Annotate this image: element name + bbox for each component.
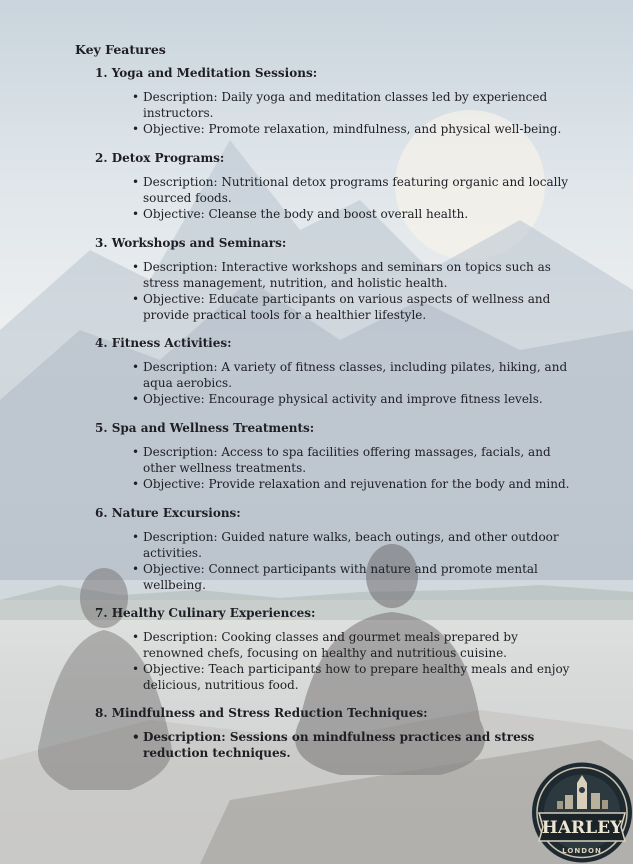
feature-2-heading: 2. Detox Programs: <box>95 151 225 165</box>
logo-name: HARLEY <box>541 818 623 838</box>
feature-3-list <box>95 259 575 323</box>
feature-section-7 <box>95 605 575 693</box>
feature-section-1 <box>95 65 575 137</box>
feature-4-list <box>95 359 575 407</box>
feature-section-3 <box>95 235 575 323</box>
feature-8-heading: 8. Mindfulness and Stress Reduction Techniques: <box>95 706 428 720</box>
feature-2-description: • Description: Nutritional detox programs featuring organic and locally sourced foods. <box>143 174 575 206</box>
feature-4-objective: • Objective: Encourage physical activity and improve fitness levels. <box>143 391 575 407</box>
key-features-heading: Key Features <box>75 42 166 57</box>
feature-1-description: • Description: Daily yoga and meditation classes led by experienced instructors. <box>143 89 575 121</box>
feature-8-description: • Description: Sessions on mindfulness practices and stress reduction techniques. <box>143 729 575 761</box>
feature-5-heading: 5. Spa and Wellness Treatments: <box>95 421 315 435</box>
feature-6-objective: • Objective: Connect participants with nature and promote mental wellbeing. <box>143 561 575 593</box>
feature-1-objective: • Objective: Promote relaxation, mindfulness, and physical well-being. <box>143 121 575 137</box>
feature-7-list <box>95 629 575 693</box>
feature-7-heading: 7. Healthy Culinary Experiences: <box>95 606 316 620</box>
feature-section-6 <box>95 505 575 593</box>
feature-4-heading: 4. Fitness Activities: <box>95 336 232 350</box>
feature-8-list <box>95 729 575 761</box>
feature-section-4 <box>95 335 575 407</box>
feature-section-2 <box>95 150 575 222</box>
feature-section-8 <box>95 705 575 761</box>
feature-5-list <box>95 444 575 492</box>
feature-3-objective: • Objective: Educate participants on various aspects of wellness and provide practical tools for a healthier lifestyle. <box>143 291 575 323</box>
harley-london-logo <box>531 761 633 864</box>
feature-6-list <box>95 529 575 593</box>
logo-subtitle: LONDON <box>562 847 602 855</box>
feature-4-description: • Description: A variety of fitness classes, including pilates, hiking, and aqua aerobics. <box>143 359 575 391</box>
feature-5-objective: • Objective: Provide relaxation and rejuvenation for the body and mind. <box>143 476 575 492</box>
feature-section-5 <box>95 420 575 492</box>
feature-6-heading: 6. Nature Excursions: <box>95 506 241 520</box>
feature-7-description: • Description: Cooking classes and gourmet meals prepared by renowned chefs, focusing on healthy and nutritious cuisine. <box>143 629 575 661</box>
feature-3-description: • Description: Interactive workshops and seminars on topics such as stress management, nutrition, and holistic health. <box>143 259 575 291</box>
feature-7-objective: • Objective: Teach participants how to prepare healthy meals and enjoy delicious, nutritious food. <box>143 661 575 693</box>
feature-1-heading: 1. Yoga and Meditation Sessions: <box>95 66 318 80</box>
feature-2-objective: • Objective: Cleanse the body and boost overall health. <box>143 206 575 222</box>
feature-1-list <box>95 89 575 137</box>
feature-2-list <box>95 174 575 222</box>
feature-3-heading: 3. Workshops and Seminars: <box>95 236 287 250</box>
feature-5-description: • Description: Access to spa facilities offering massages, facials, and other wellness treatments. <box>143 444 575 476</box>
feature-6-description: • Description: Guided nature walks, beach outings, and other outdoor activities. <box>143 529 575 561</box>
